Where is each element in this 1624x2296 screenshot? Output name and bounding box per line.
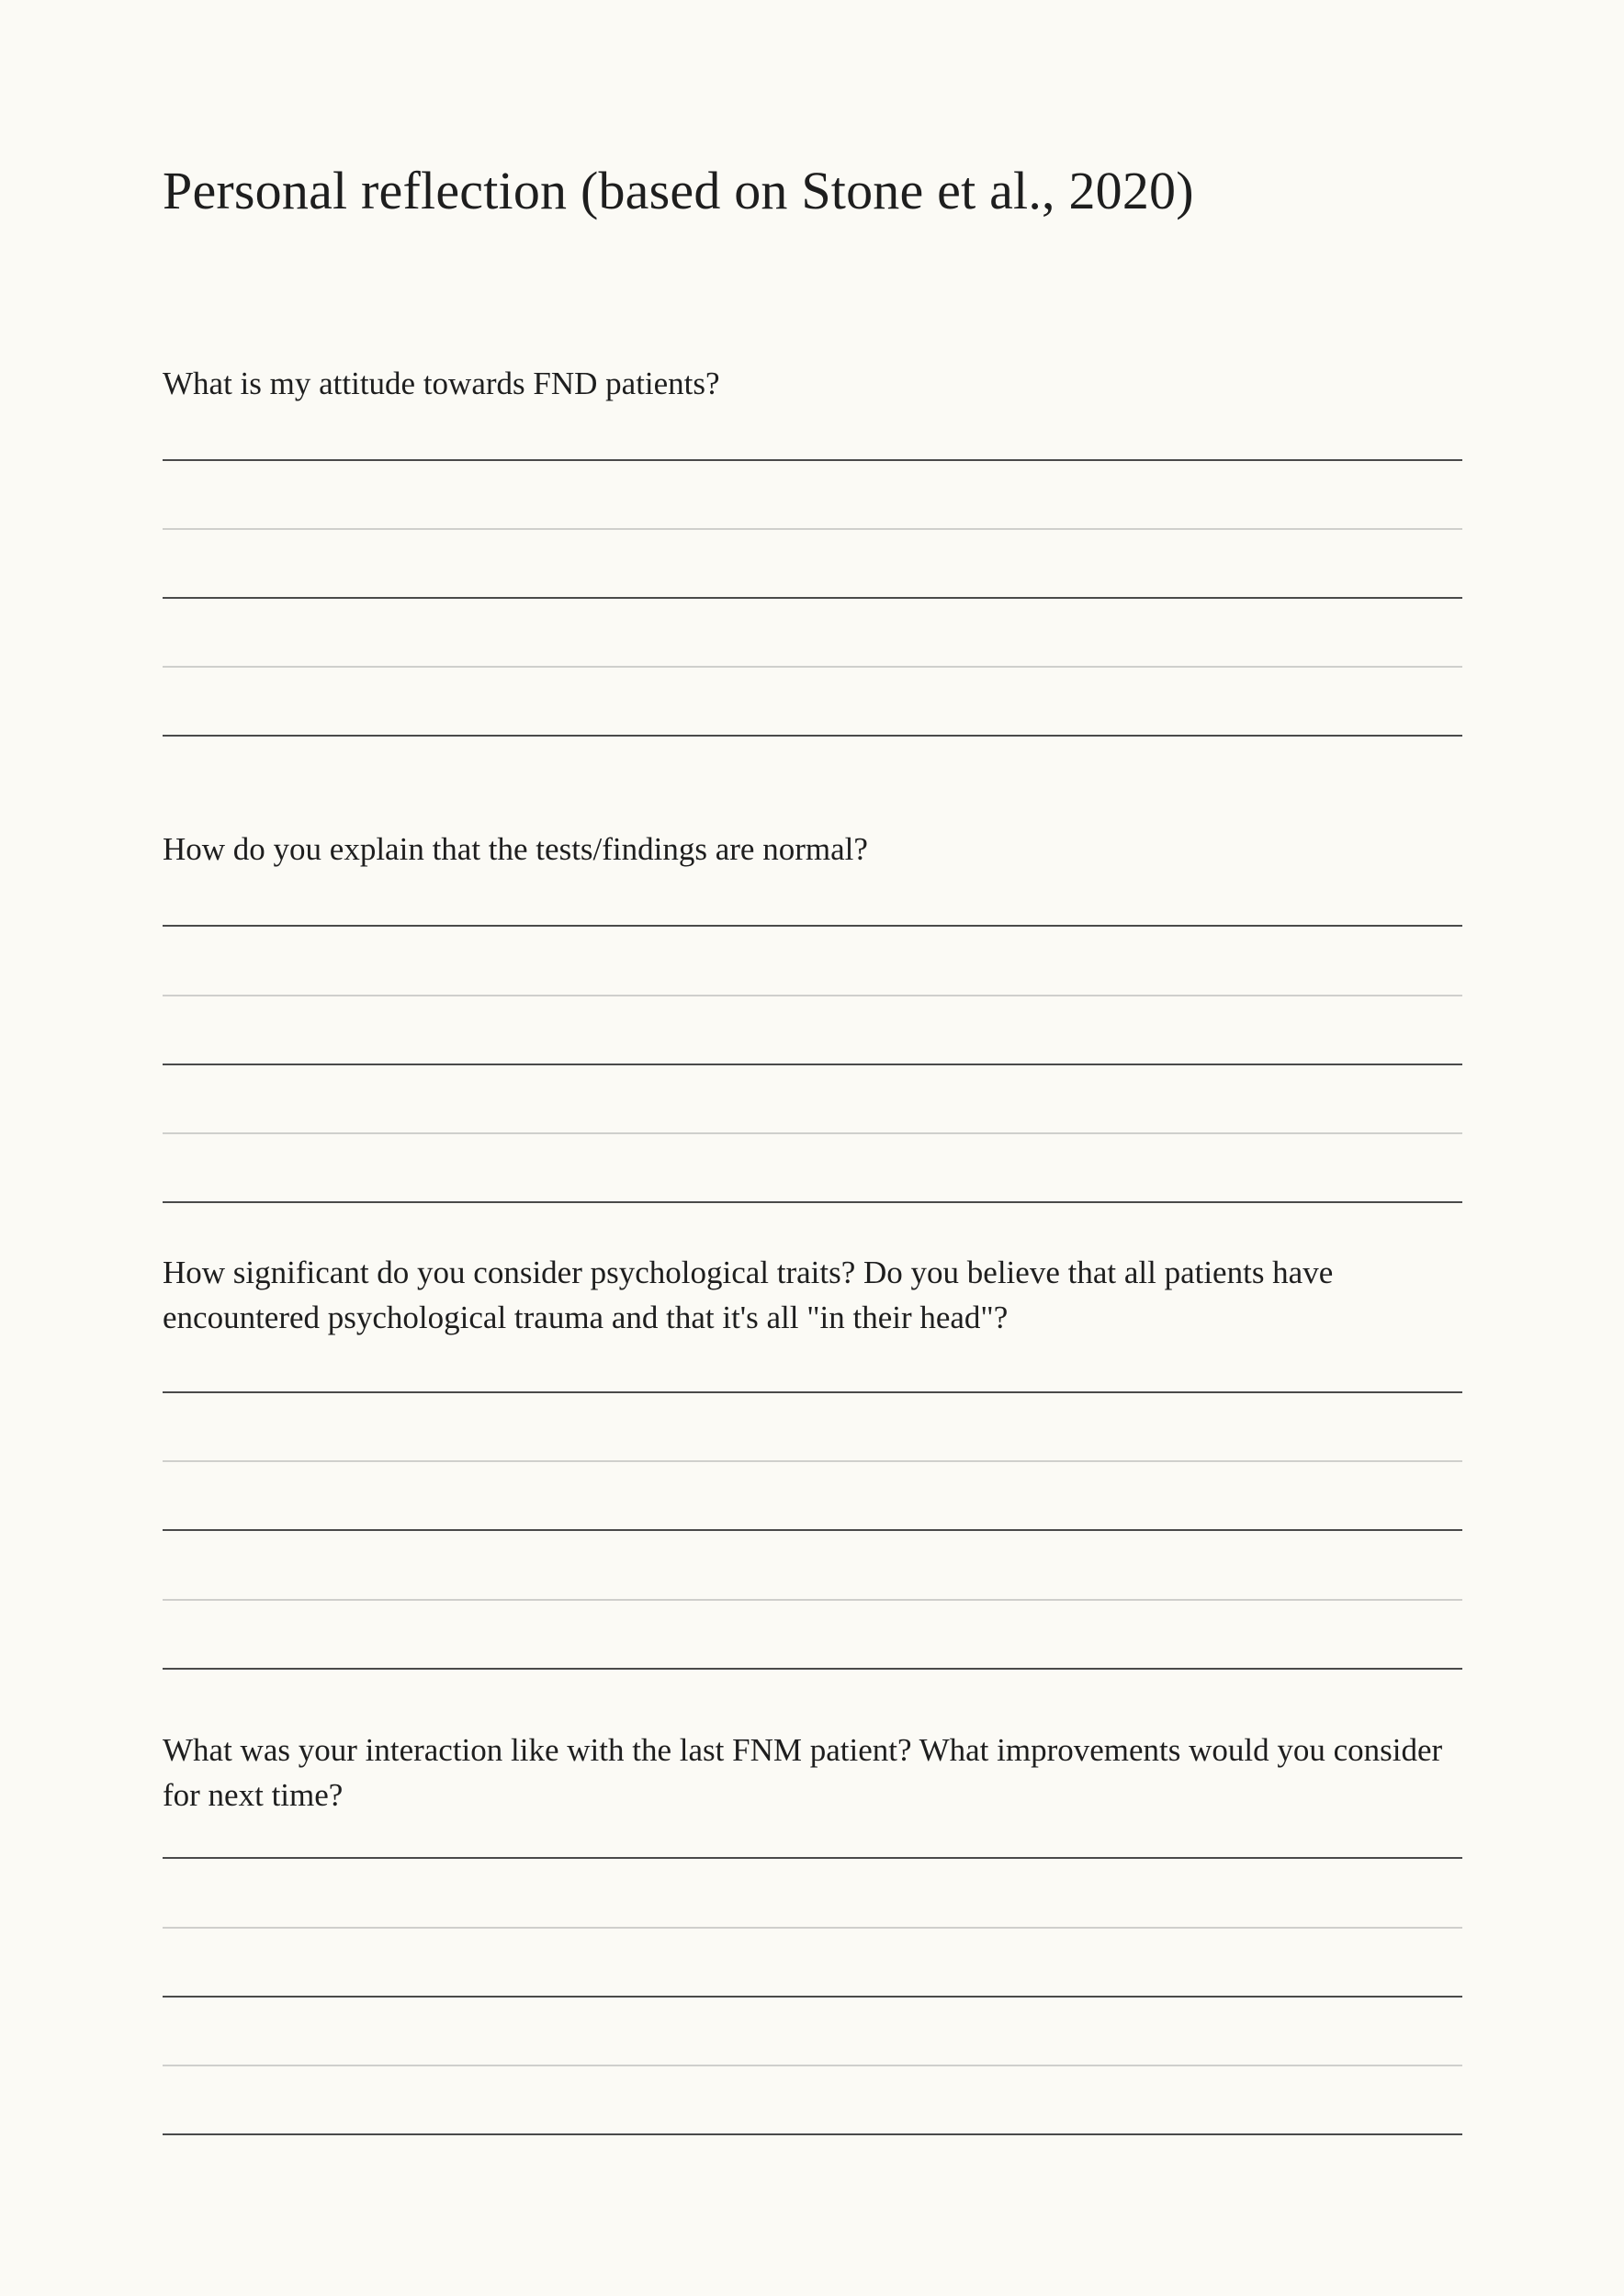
answer-line[interactable]: [163, 1599, 1462, 1601]
answer-line[interactable]: [163, 1064, 1462, 1065]
answer-line[interactable]: [163, 2065, 1462, 2066]
answer-line[interactable]: [163, 1460, 1462, 1462]
answer-line[interactable]: [163, 1391, 1462, 1393]
question-4-text: What was your interaction like with the last FNM patient? What improvements would you consider for next time?: [163, 1732, 1443, 1813]
answer-line[interactable]: [163, 1996, 1462, 1998]
question-3-text: How significant do you consider psychological traits? Do you believe that all patients have encountered psychological trauma and that it's all "in their head"?: [163, 1255, 1334, 1335]
answer-line[interactable]: [163, 597, 1462, 599]
answer-line[interactable]: [163, 1201, 1462, 1203]
answer-line[interactable]: [163, 995, 1462, 996]
answer-line[interactable]: [163, 528, 1462, 530]
answer-line[interactable]: [163, 2133, 1462, 2135]
question-1-text: What is my attitude towards FND patients?: [163, 366, 720, 401]
question-2-text: How do you explain that the tests/findings are normal?: [163, 831, 868, 867]
answer-line[interactable]: [163, 735, 1462, 737]
answer-line[interactable]: [163, 459, 1462, 461]
page-title: Personal reflection (based on Stone et al., 2020): [163, 161, 1194, 220]
answer-line[interactable]: [163, 1132, 1462, 1134]
answer-line[interactable]: [163, 1668, 1462, 1670]
answer-line[interactable]: [163, 666, 1462, 668]
answer-line[interactable]: [163, 925, 1462, 927]
answer-line[interactable]: [163, 1857, 1462, 1859]
answer-line[interactable]: [163, 1529, 1462, 1531]
answer-line[interactable]: [163, 1927, 1462, 1929]
